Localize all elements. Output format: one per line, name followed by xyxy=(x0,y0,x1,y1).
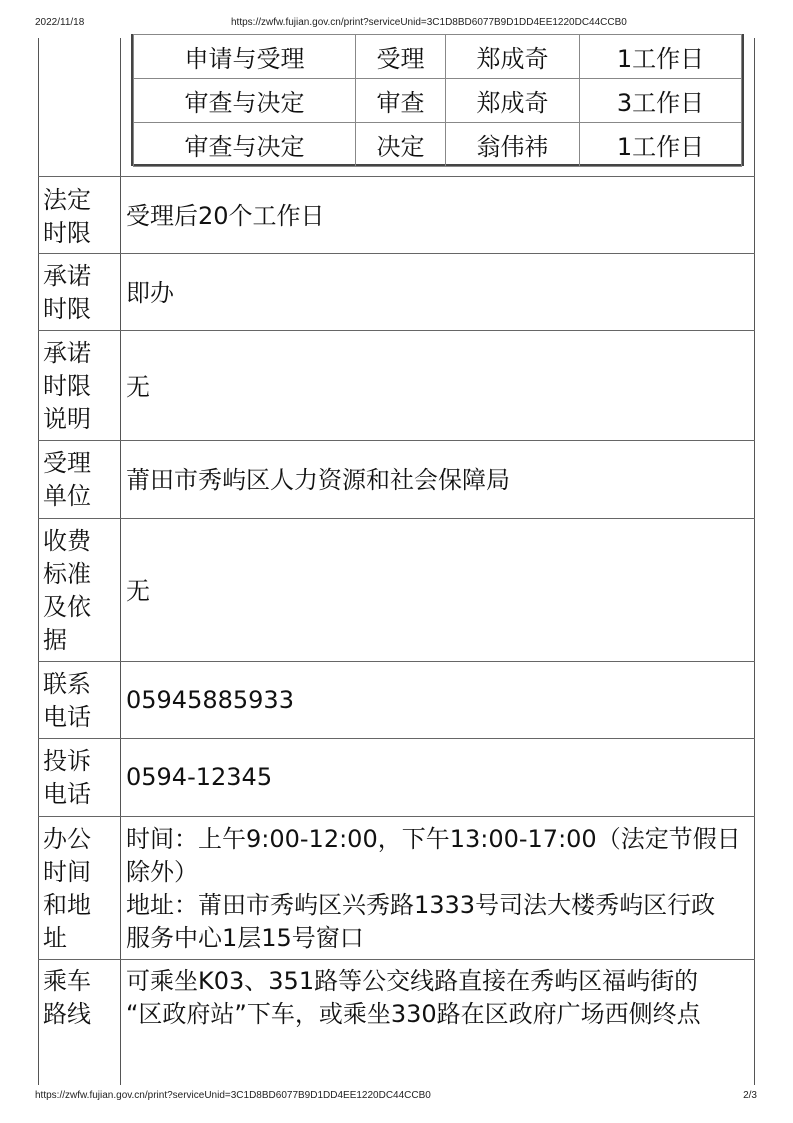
process-stage: 申请与受理 xyxy=(134,35,356,79)
row-label: 收费 标准 及依 据 xyxy=(43,527,91,654)
process-person: 郑成奇 xyxy=(445,79,579,123)
row-accepting-unit xyxy=(38,440,755,518)
row-label: 受理 单位 xyxy=(43,449,91,510)
row-label: 法定 时限 xyxy=(43,186,91,247)
row-office-hours-address xyxy=(38,816,755,959)
page-number: 2/3 xyxy=(743,1090,757,1101)
row-legal-time-limit xyxy=(38,176,755,253)
process-stage: 审查与决定 xyxy=(134,123,356,167)
process-row xyxy=(134,123,742,167)
row-transit-route xyxy=(38,959,755,1085)
print-date: 2022/11/18 xyxy=(35,17,85,28)
row-value: 无 xyxy=(126,373,150,401)
process-row xyxy=(134,35,742,79)
footer-url: https://zwfw.fujian.gov.cn/print?serviceUnid=3C1D8BD6077B9D1DD4EE1220DC44CCB0 xyxy=(35,1090,431,1101)
process-person: 翁伟祎 xyxy=(445,123,579,167)
row-value: 莆田市秀屿区人力资源和社会保障局 xyxy=(126,466,510,494)
row-value: 即办 xyxy=(126,279,174,307)
process-step: 决定 xyxy=(356,123,446,167)
row-promise-note xyxy=(38,330,755,440)
row-label: 投诉 电话 xyxy=(43,747,91,808)
row-label: 联系 电话 xyxy=(43,670,91,731)
row-value: 受理后20个工作日 xyxy=(126,202,325,230)
print-url: https://zwfw.fujian.gov.cn/print?serviceUnid=3C1D8BD6077B9D1DD4EE1220DC44CCB0 xyxy=(231,17,627,28)
process-duration: 3工作日 xyxy=(579,79,741,123)
row-contact-phone xyxy=(38,661,755,738)
process-step: 审查 xyxy=(356,79,446,123)
row-value: 05945885933 xyxy=(126,686,294,714)
process-duration: 1工作日 xyxy=(579,35,741,79)
row-label: 乘车 路线 xyxy=(43,967,91,1028)
process-step: 受理 xyxy=(356,35,446,79)
row-value: 无 xyxy=(126,577,150,605)
row-value: 时间：上午9:00-12:00，下午13:00-17:00（法定节假日 除外） 地址：莆田市秀屿区兴秀路1333号司法大楼秀屿区行政 服务中心1层15号窗口 xyxy=(126,825,741,952)
row-label: 承诺 时限 说明 xyxy=(43,339,91,433)
process-duration: 1工作日 xyxy=(579,123,741,167)
row-fee-standard xyxy=(38,518,755,661)
process-row xyxy=(134,79,742,123)
row-label: 办公 时间 和地 址 xyxy=(43,825,91,952)
process-stage: 审查与决定 xyxy=(134,79,356,123)
process-person: 郑成奇 xyxy=(445,35,579,79)
row-promise-time-limit xyxy=(38,253,755,330)
row-value: 0594-12345 xyxy=(126,763,273,791)
process-steps-table xyxy=(131,34,744,166)
row-complaint-phone xyxy=(38,738,755,816)
row-value: 可乘坐K03、351路等公交线路直接在秀屿区福屿街的 “区政府站”下车，或乘坐330路在区政府广场西侧终点 xyxy=(126,967,701,1028)
row-label: 承诺 时限 xyxy=(43,262,91,323)
